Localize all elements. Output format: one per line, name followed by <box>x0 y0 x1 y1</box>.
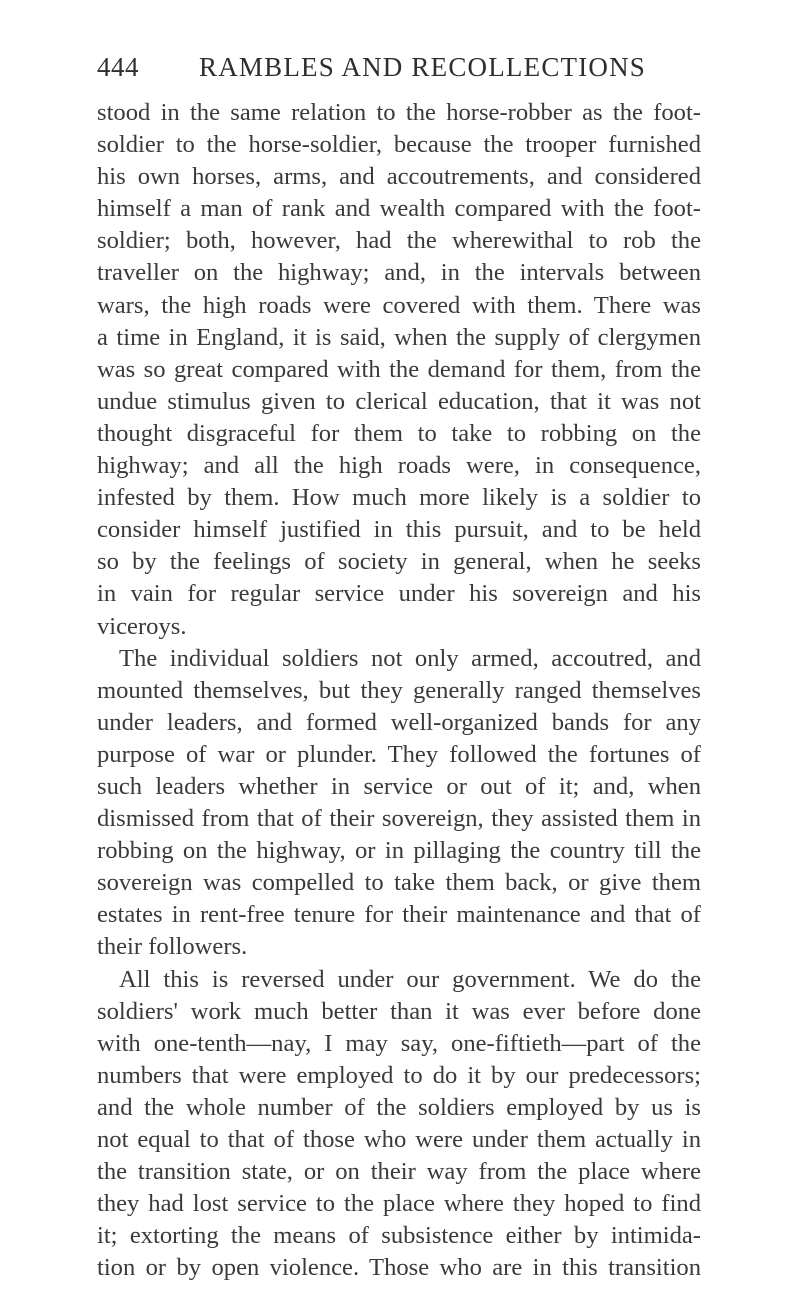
text-line: undue stimulus given to clerical education, that it was not <box>97 387 701 415</box>
text-line: infested by them. How much more likely is a soldier to <box>97 484 701 512</box>
text-line: so by the feelings of society in general, when he seeks <box>97 548 701 576</box>
page-header <box>97 52 697 92</box>
text-line: under leaders, and formed well-organized bands for any <box>97 708 701 736</box>
text-line: stood in the same relation to the horse-robber as the foot- <box>97 99 701 126</box>
text-line: was so great compared with the demand for them, from the <box>97 355 701 383</box>
paragraph-start-line: The individual soldiers not only armed, accoutred, and <box>119 644 701 672</box>
text-line: dismissed from that of their sovereign, they assisted them in <box>97 805 701 833</box>
text-line: his own horses, arms, and accoutrements, and considered <box>97 163 701 191</box>
paragraph-start-line: All this is reversed under our government. We do the <box>119 965 701 993</box>
text-line: soldiers' work much better than it was ever before done <box>97 997 701 1025</box>
text-line: numbers that were employed to do it by our predecessors; <box>97 1061 701 1089</box>
page-number: 444 <box>97 52 139 82</box>
text-line: the transition state, or on their way from the place where <box>97 1158 701 1186</box>
text-line: himself a man of rank and wealth compared with the foot- <box>97 195 701 223</box>
text-line: in vain for regular service under his sovereign and his <box>97 580 701 608</box>
text-line: highway; and all the high roads were, in consequence, <box>97 452 701 480</box>
text-line: consider himself justified in this pursuit, and to be held <box>97 516 701 544</box>
text-line: traveller on the highway; and, in the intervals between <box>97 259 701 287</box>
text-line: sovereign was compelled to take them back, or give them <box>97 869 701 897</box>
text-line: purpose of war or plunder. They followed the fortunes of <box>97 740 701 768</box>
text-line: and the whole number of the soldiers employed by us is <box>97 1093 701 1121</box>
paragraph-end-line: their followers. <box>97 933 248 961</box>
body-text <box>97 97 701 1284</box>
running-head: RAMBLES AND RECOLLECTIONS <box>199 52 647 82</box>
text-line: wars, the high roads were covered with them. There was <box>97 291 701 319</box>
text-line: with one-tenth—nay, I may say, one-fiftieth—part of the <box>97 1029 701 1057</box>
text-line: a time in England, it is said, when the supply of clergymen <box>97 323 701 351</box>
text-line: mounted themselves, but they generally ranged themselves <box>97 676 701 704</box>
text-line: estates in rent-free tenure for their maintenance and that of <box>97 901 701 929</box>
text-line: it; extorting the means of subsistence either by intimida- <box>97 1222 701 1250</box>
text-line: thought disgraceful for them to take to robbing on the <box>97 419 701 447</box>
text-line: soldier; both, however, had the wherewithal to rob the <box>97 227 701 255</box>
text-line: tion or by open violence. Those who are in this transition <box>97 1254 701 1282</box>
text-line: robbing on the highway, or in pillaging the country till the <box>97 837 701 865</box>
text-line: such leaders whether in service or out of it; and, when <box>97 772 701 800</box>
text-line: soldier to the horse-soldier, because the trooper furnished <box>97 131 701 159</box>
text-line: they had lost service to the place where they hoped to find <box>97 1190 701 1218</box>
text-line: not equal to that of those who were under them actually in <box>97 1126 701 1153</box>
paragraph-end-line: viceroys. <box>97 612 187 640</box>
